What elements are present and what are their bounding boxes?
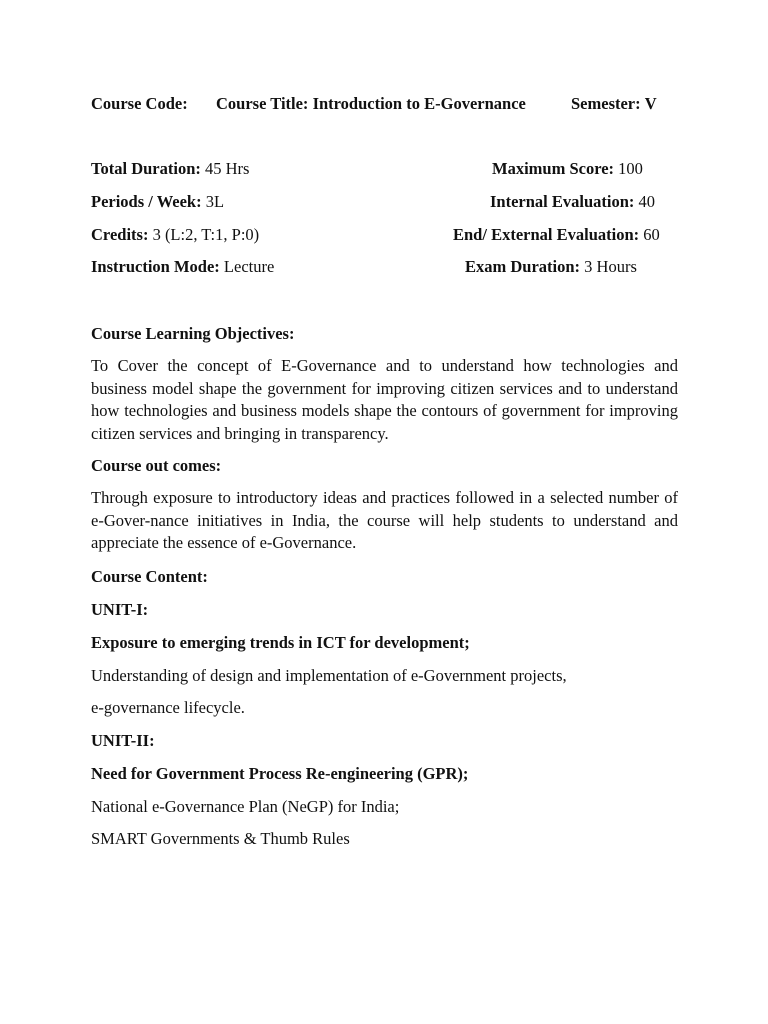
- credits-label: Credits:: [91, 225, 149, 244]
- course-title: [216, 94, 526, 114]
- external-evaluation-value: 60: [643, 225, 660, 244]
- maximum-score: [492, 159, 643, 179]
- external-evaluation-label: End/ External Evaluation:: [453, 225, 640, 244]
- maximum-score-value: 100: [618, 159, 643, 178]
- unit1-topic: Exposure to emerging trends in ICT for development;: [91, 633, 470, 652]
- exam-duration-value: 3 Hours: [584, 257, 637, 276]
- unit2-line2: SMART Governments & Thumb Rules: [91, 829, 350, 848]
- semester: [571, 94, 657, 114]
- objectives-text: To Cover the concept of E-Governance and to understand how technologies and business model shape the government for improving citizen services and to understand how technologies and business models shape the contours of government for improving citizen services and bringing in transparency.: [91, 356, 678, 443]
- exam-duration-label: Exam Duration:: [465, 257, 581, 276]
- periods-week-label: Periods / Week:: [91, 192, 202, 211]
- internal-evaluation-label: Internal Evaluation:: [490, 192, 635, 211]
- internal-evaluation: [490, 192, 655, 212]
- instruction-mode-value: Lecture: [223, 257, 275, 276]
- instruction-mode-label: Instruction Mode:: [91, 257, 220, 276]
- total-duration-value: 45 Hrs: [205, 159, 250, 178]
- unit2-line1: National e-Governance Plan (NeGP) for India;: [91, 797, 400, 816]
- instruction-mode: [91, 257, 274, 277]
- unit2-title: UNIT-II:: [91, 731, 155, 750]
- total-duration: [91, 159, 249, 179]
- outcomes-heading: Course out comes:: [91, 456, 222, 475]
- course-title-label: Course Title:: [216, 94, 309, 113]
- credits-value: 3 (L:2, T:1, P:0): [152, 225, 260, 244]
- objectives-heading: Course Learning Objectives:: [91, 324, 295, 343]
- unit1-line2: e-governance lifecycle.: [91, 698, 245, 717]
- credits: [91, 225, 259, 245]
- unit2-topic: Need for Government Process Re-engineering (GPR);: [91, 764, 469, 783]
- periods-week-value: 3L: [205, 192, 225, 211]
- course-code-label: Course Code:: [91, 94, 188, 113]
- total-duration-label: Total Duration:: [91, 159, 201, 178]
- exam-duration: [465, 257, 637, 277]
- internal-evaluation-value: 40: [638, 192, 656, 211]
- unit1-line1: Understanding of design and implementation of e-Government projects,: [91, 666, 567, 685]
- course-title-value: Introduction to E-Governance: [312, 94, 526, 113]
- unit1-title: UNIT-I:: [91, 600, 149, 619]
- content-heading: Course Content:: [91, 567, 208, 586]
- semester-label: Semester:: [571, 94, 641, 113]
- semester-value: V: [644, 94, 657, 113]
- outcomes-text: Through exposure to introductory ideas and practices followed in a selected number of e-Gover-nance initiatives in India, the course will help students to understand and appreciate the essence of e-Governance.: [91, 488, 678, 552]
- periods-week: [91, 192, 224, 212]
- external-evaluation: [453, 225, 660, 245]
- maximum-score-label: Maximum Score:: [492, 159, 615, 178]
